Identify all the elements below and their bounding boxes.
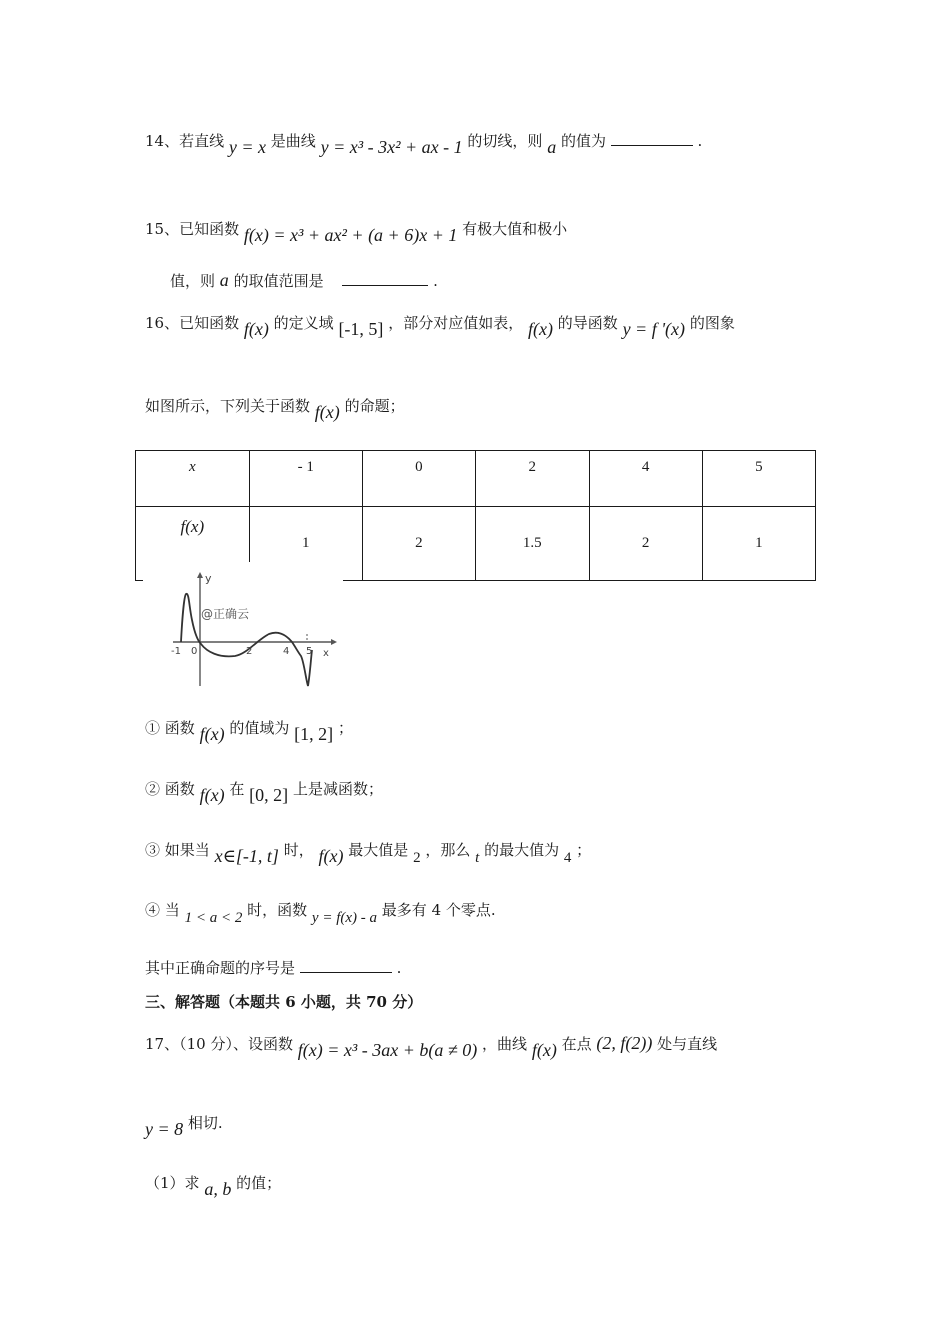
q16-period: . <box>396 959 402 977</box>
q15-line2-start: 值，则 <box>170 272 216 290</box>
q16-answer-text: 其中正确命题的序号是 <box>145 959 296 977</box>
section-3-heading: 三、解答题（本题共 6 小题，共 70 分） <box>145 993 423 1011</box>
table-cell: 1 <box>249 507 362 581</box>
q14-period: . <box>697 132 703 150</box>
prop2-text-d: 上是减函数； <box>292 780 383 798</box>
x-axis-label: x <box>323 648 329 659</box>
table-cell: 2 <box>362 507 475 581</box>
q16-line2-end: 的命题； <box>344 397 405 415</box>
prop1-text-b: 的值域为 <box>229 719 290 737</box>
proposition-1 <box>145 717 353 744</box>
table-cell: 0 <box>362 451 475 507</box>
q15-equation: f(x) = x³ + ax² + (a + 6)x + 1 <box>243 225 458 245</box>
q17-equation: f(x) = x³ - 3ax + b(a ≠ 0) <box>297 1040 478 1060</box>
table-cell: 5 <box>702 451 815 507</box>
q16-fx: f(x) <box>243 319 269 339</box>
prop2-text-b: 在 <box>229 780 245 798</box>
prop1-fx: f(x) <box>199 724 225 744</box>
prop3-t-max: 4 <box>563 850 572 866</box>
q14-tail-text: 的切线，则 <box>467 132 543 150</box>
q14-mid-text: 是曲线 <box>270 132 316 150</box>
proposition-2 <box>145 778 383 805</box>
proposition-4 <box>145 900 496 926</box>
table-header-x: x <box>136 451 250 507</box>
q17-sub1-vars: a, b <box>204 1179 232 1199</box>
prop3-var-t: t <box>475 850 480 866</box>
q16-deriv-equation: y = f '(x) <box>622 319 686 339</box>
table-cell: 1 <box>702 507 815 581</box>
q14-number: 14、若直线 <box>145 132 225 150</box>
q17-at-text: 在点 <box>561 1035 592 1053</box>
tick-label: 0 <box>191 646 198 657</box>
q16-domain: [-1, 5] <box>338 319 384 339</box>
prop3-text-j: ； <box>576 841 592 859</box>
q16-number: 16、已知函数 <box>145 314 240 332</box>
table-header-fx: f(x) <box>136 507 250 581</box>
q14-var-a: a <box>547 137 557 157</box>
y-axis-label: y <box>205 572 212 585</box>
prop4-text-a: 当 <box>164 901 180 919</box>
q16-deriv-label: 的导函数 <box>557 314 618 332</box>
prop4-text-e: 最多有 4 个零点. <box>381 901 496 919</box>
q17-line-equation: y = 8 <box>145 1119 184 1139</box>
table-row-x <box>136 451 816 507</box>
prop3-text-h: 的最大值为 <box>484 841 560 859</box>
q16-graph-label: 的图象 <box>689 314 735 332</box>
proposition-3 <box>145 839 592 866</box>
prop2-interval: [0, 2] <box>249 785 289 805</box>
table-cell: 1.5 <box>476 507 590 581</box>
prop1-range: [1, 2] <box>294 724 334 744</box>
table-cell: 4 <box>589 451 702 507</box>
prop3-fx: f(x) <box>318 846 344 866</box>
q17-sub1-tail: 的值； <box>236 1174 282 1192</box>
prop3-max-value: 2 <box>413 850 421 866</box>
prop4-function: y = f(x) - a <box>311 910 378 926</box>
q14-line <box>145 130 703 157</box>
q17-sub1-label: （1）求 <box>145 1174 200 1192</box>
q17-line2 <box>145 1112 223 1139</box>
q16-line2-text: 如图所示，下列关于函数 <box>145 397 311 415</box>
q14-end-text: 的值为 <box>560 132 606 150</box>
q15-period: . <box>433 272 438 290</box>
q16-line1 <box>145 312 735 339</box>
prop4-text-c: 时，函数 <box>247 901 308 919</box>
prop2-mark: ② <box>145 780 161 798</box>
prop4-inequality: 1 < a < 2 <box>184 910 243 926</box>
q17-sub1 <box>145 1172 282 1199</box>
derivative-graph <box>143 562 343 692</box>
prop2-text-a: 函数 <box>164 780 195 798</box>
q17-mid-text: ，曲线 <box>482 1035 528 1053</box>
prop2-fx: f(x) <box>199 785 225 805</box>
q16-answer-line <box>145 958 401 978</box>
q15-var-a: a <box>219 270 229 290</box>
q17-point: (2, f(2)) <box>596 1033 653 1053</box>
q14-answer-blank[interactable] <box>611 131 693 146</box>
prop1-text-a: 函数 <box>164 719 195 737</box>
prop3-mark: ③ <box>145 841 161 859</box>
prop1-mark: ① <box>145 719 161 737</box>
table-cell: 2 <box>476 451 590 507</box>
tick-label: -1 <box>171 646 181 657</box>
graph-watermark: @正确云 <box>201 607 250 621</box>
table-cell: - 1 <box>249 451 362 507</box>
q17-line1 <box>145 1033 718 1060</box>
q14-line-equation: y = x <box>228 137 266 157</box>
q17-number: 17、（10 分）、设函数 <box>145 1035 293 1053</box>
prop3-text-f: ，那么 <box>425 841 471 859</box>
q15-line2 <box>170 270 438 291</box>
q16-answer-blank[interactable] <box>300 958 392 973</box>
q15-tail-text: 有极大值和极小 <box>462 220 568 238</box>
tick-label: 2 <box>246 646 253 657</box>
q15-line1 <box>145 218 568 245</box>
prop3-text-a: 如果当 <box>164 841 210 859</box>
prop3-text-c: 时， <box>283 841 314 859</box>
prop4-mark: ④ <box>145 901 161 919</box>
q15-answer-blank[interactable] <box>342 271 428 286</box>
q15-line2-end: 的取值范围是 <box>233 272 324 290</box>
q16-domain-label: 的定义域 <box>273 314 334 332</box>
q16-fx3: f(x) <box>314 402 340 422</box>
tick-label: 5 <box>306 646 313 657</box>
prop1-text-d: ； <box>337 719 353 737</box>
prop3-text-d: 最大值是 <box>348 841 409 859</box>
q14-curve-equation: y = x³ - 3x² + ax - 1 <box>320 137 463 157</box>
q15-number: 15、已知函数 <box>145 220 240 238</box>
prop3-interval: x∈[-1, t] <box>214 846 279 866</box>
q16-part-text: ，部分对应值如表， <box>388 314 524 332</box>
table-cell: 2 <box>589 507 702 581</box>
q17-tail-text: 处与直线 <box>657 1035 718 1053</box>
tick-label: 4 <box>283 646 290 657</box>
q16-line2 <box>145 395 405 422</box>
graph-background <box>143 562 343 692</box>
q17-fx: f(x) <box>531 1040 557 1060</box>
q16-fx2: f(x) <box>528 319 553 339</box>
q17-line-tail: 相切. <box>187 1114 223 1132</box>
